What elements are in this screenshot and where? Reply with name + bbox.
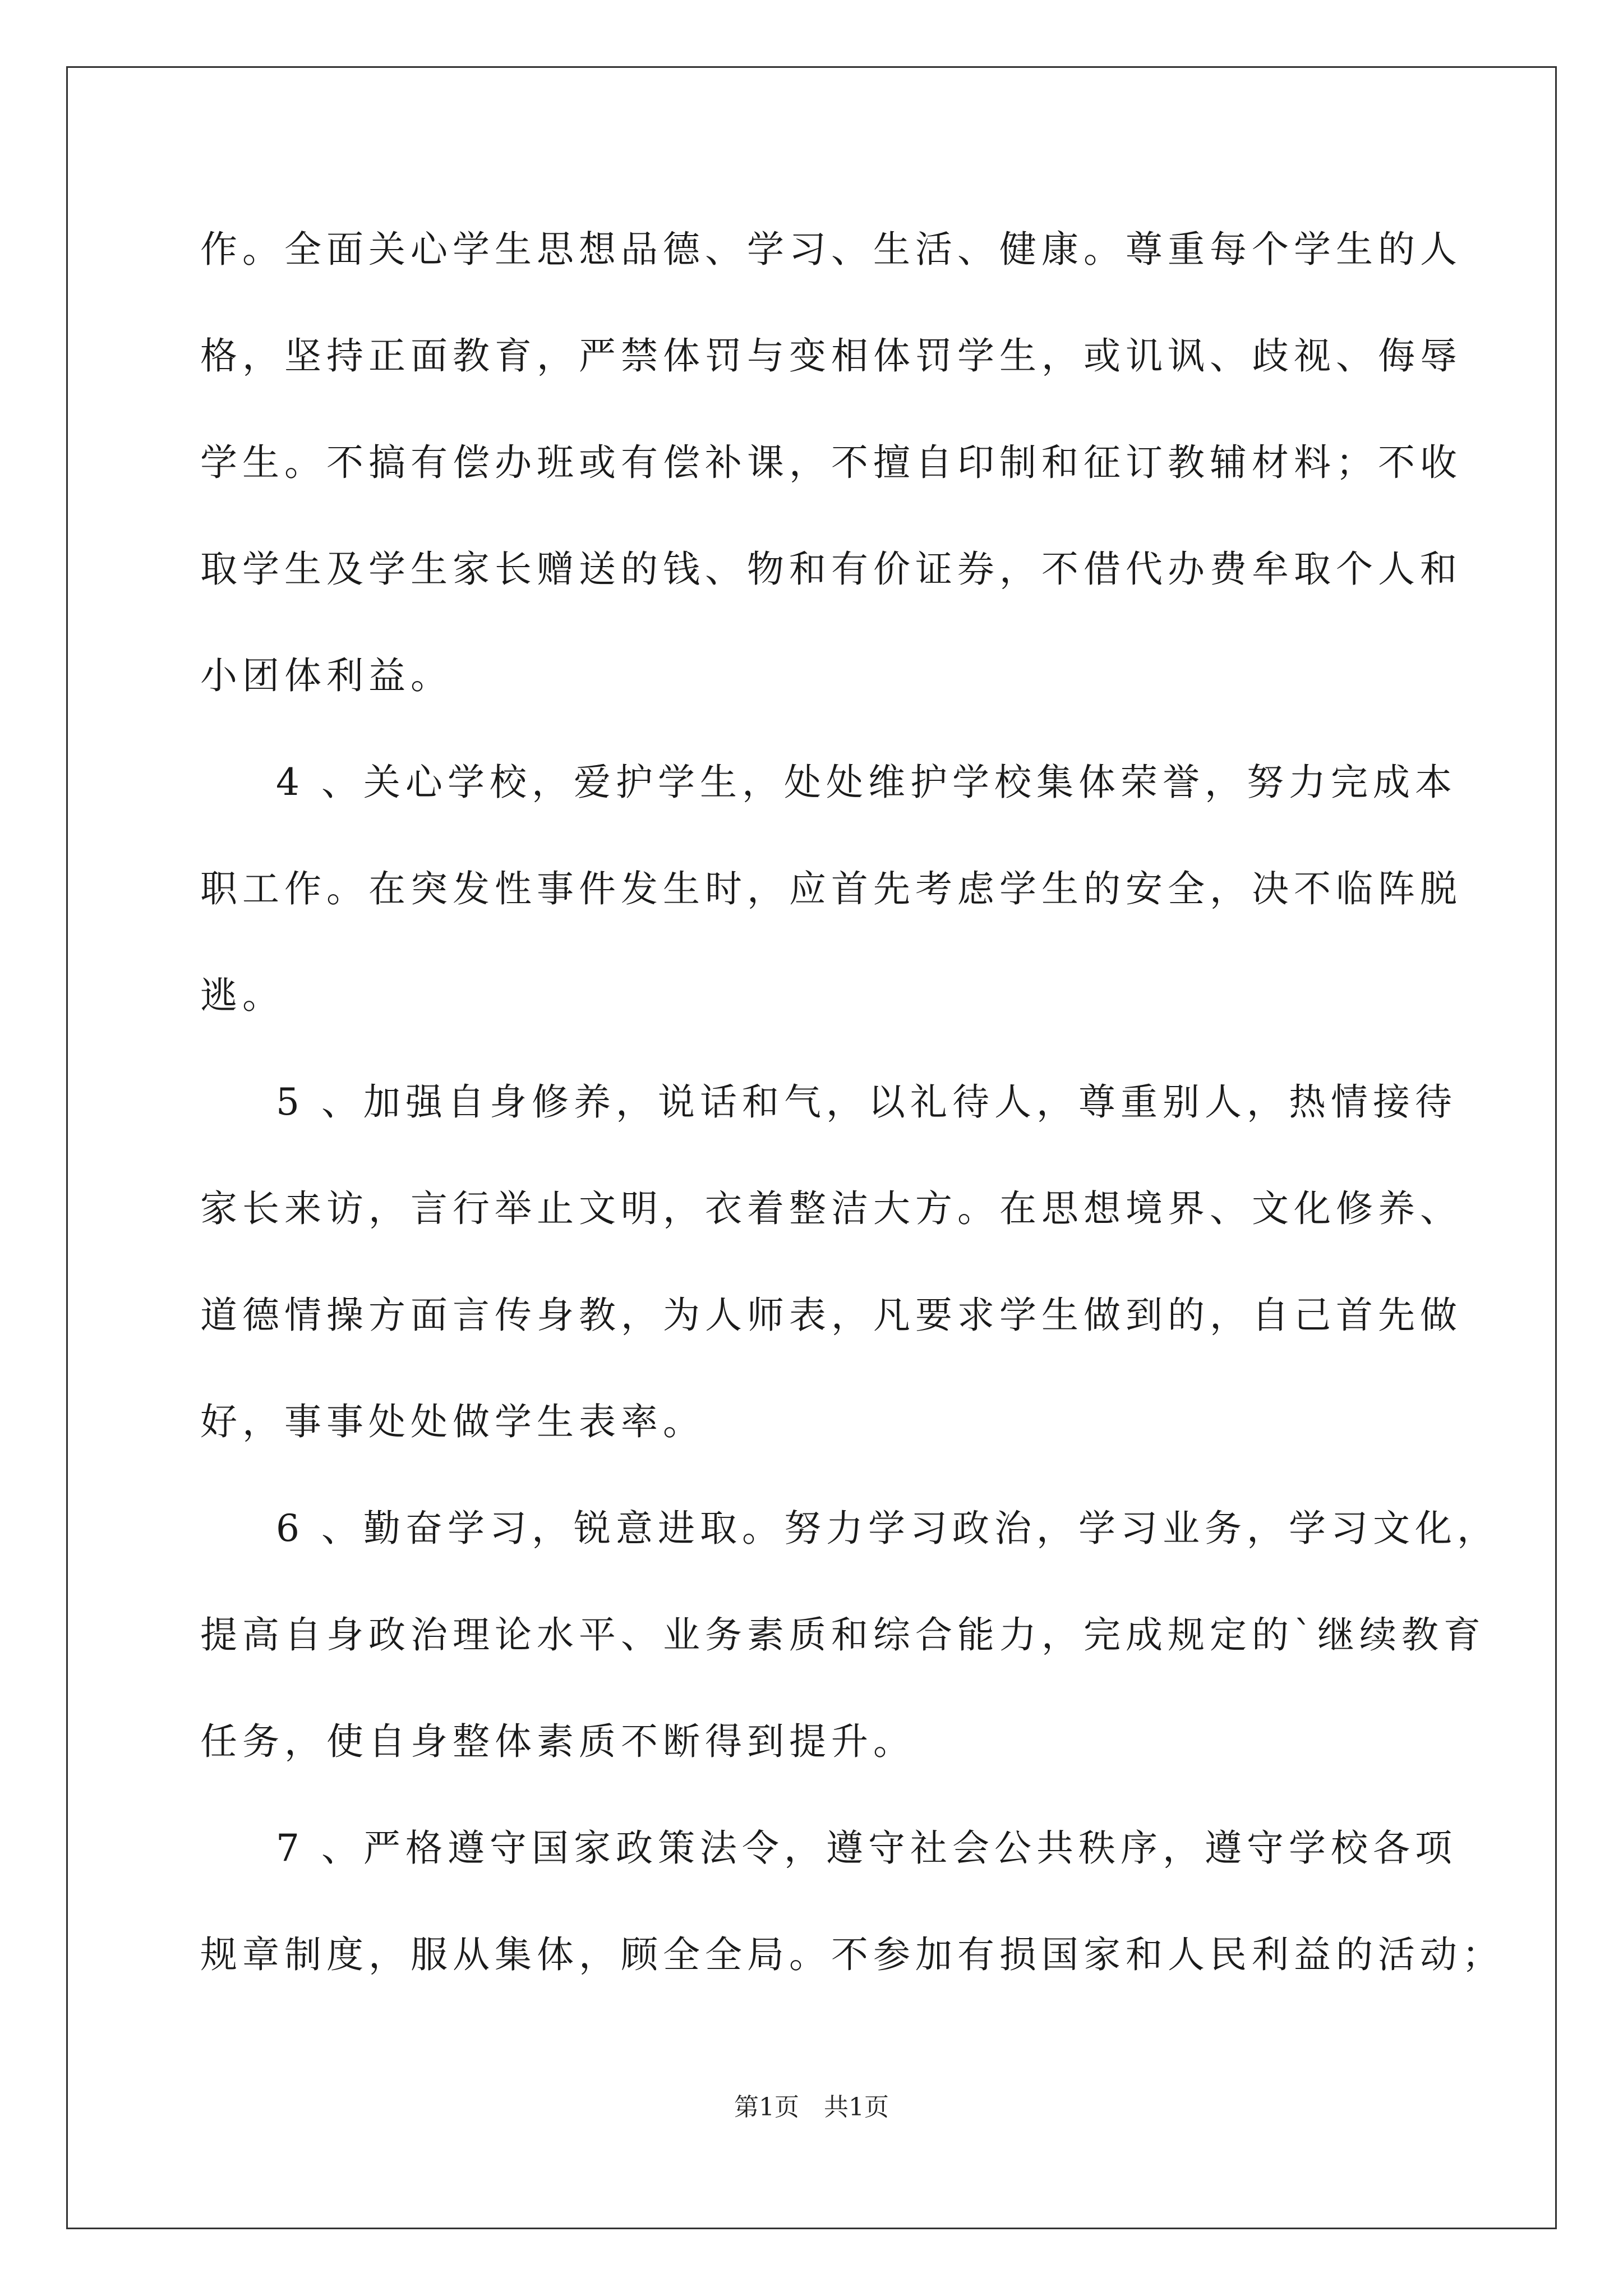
document-body [200,219,1504,2031]
text-line: 提高自身政治理论水平、业务素质和综合能力，完成规定的`继续教育 [200,1613,1486,1657]
text-line: 逃。 [200,974,284,1017]
paragraph-start-5: 5 、加强自身修养，说话和气，以礼待人，尊重别人，热情接待 [276,1080,1457,1124]
text-line: 作。全面关心学生思想品德、学习、生活、健康。尊重每个学生的人 [200,228,1462,271]
text-line: 道德情操方面言传身教，为人师表，凡要求学生做到的，自己首先做 [200,1294,1462,1337]
text-line: 学生。不搞有偿办班或有偿补课，不擅自印制和征订教辅材料；不收 [200,441,1462,484]
text-line: 规章制度，服从集体，顾全全局。不参加有损国家和人民利益的活动； [200,1933,1504,1976]
text-line: 家长来访，言行举止文明，衣着整洁大方。在思想境界、文化修养、 [200,1187,1462,1230]
paragraph-start-4: 4 、关心学校，爱护学生，处处维护学校集体荣誉，努力完成本 [276,761,1457,804]
paragraph-start-6: 6 、勤奋学习，锐意进取。努力学习政治，学习业务，学习文化， [276,1507,1499,1550]
page-footer: 第1页 共1页 [734,2093,889,2122]
text-line: 好，事事处处做学生表率。 [200,1400,705,1443]
text-line: 格，坚持正面教育，严禁体罚与变相体罚学生，或讥讽、歧视、侮辱 [200,334,1462,378]
paragraph-start-7: 7 、严格遵守国家政策法令，遵守社会公共秩序，遵守学校各项 [276,1826,1457,1870]
text-line: 任务，使自身整体素质不断得到提升。 [200,1720,915,1763]
text-line: 职工作。在突发性事件发生时，应首先考虑学生的安全，决不临阵脱 [200,867,1462,910]
text-line: 小团体利益。 [200,654,453,697]
text-line: 取学生及学生家长赠送的钱、物和有价证券，不借代办费牟取个人和 [200,547,1462,591]
